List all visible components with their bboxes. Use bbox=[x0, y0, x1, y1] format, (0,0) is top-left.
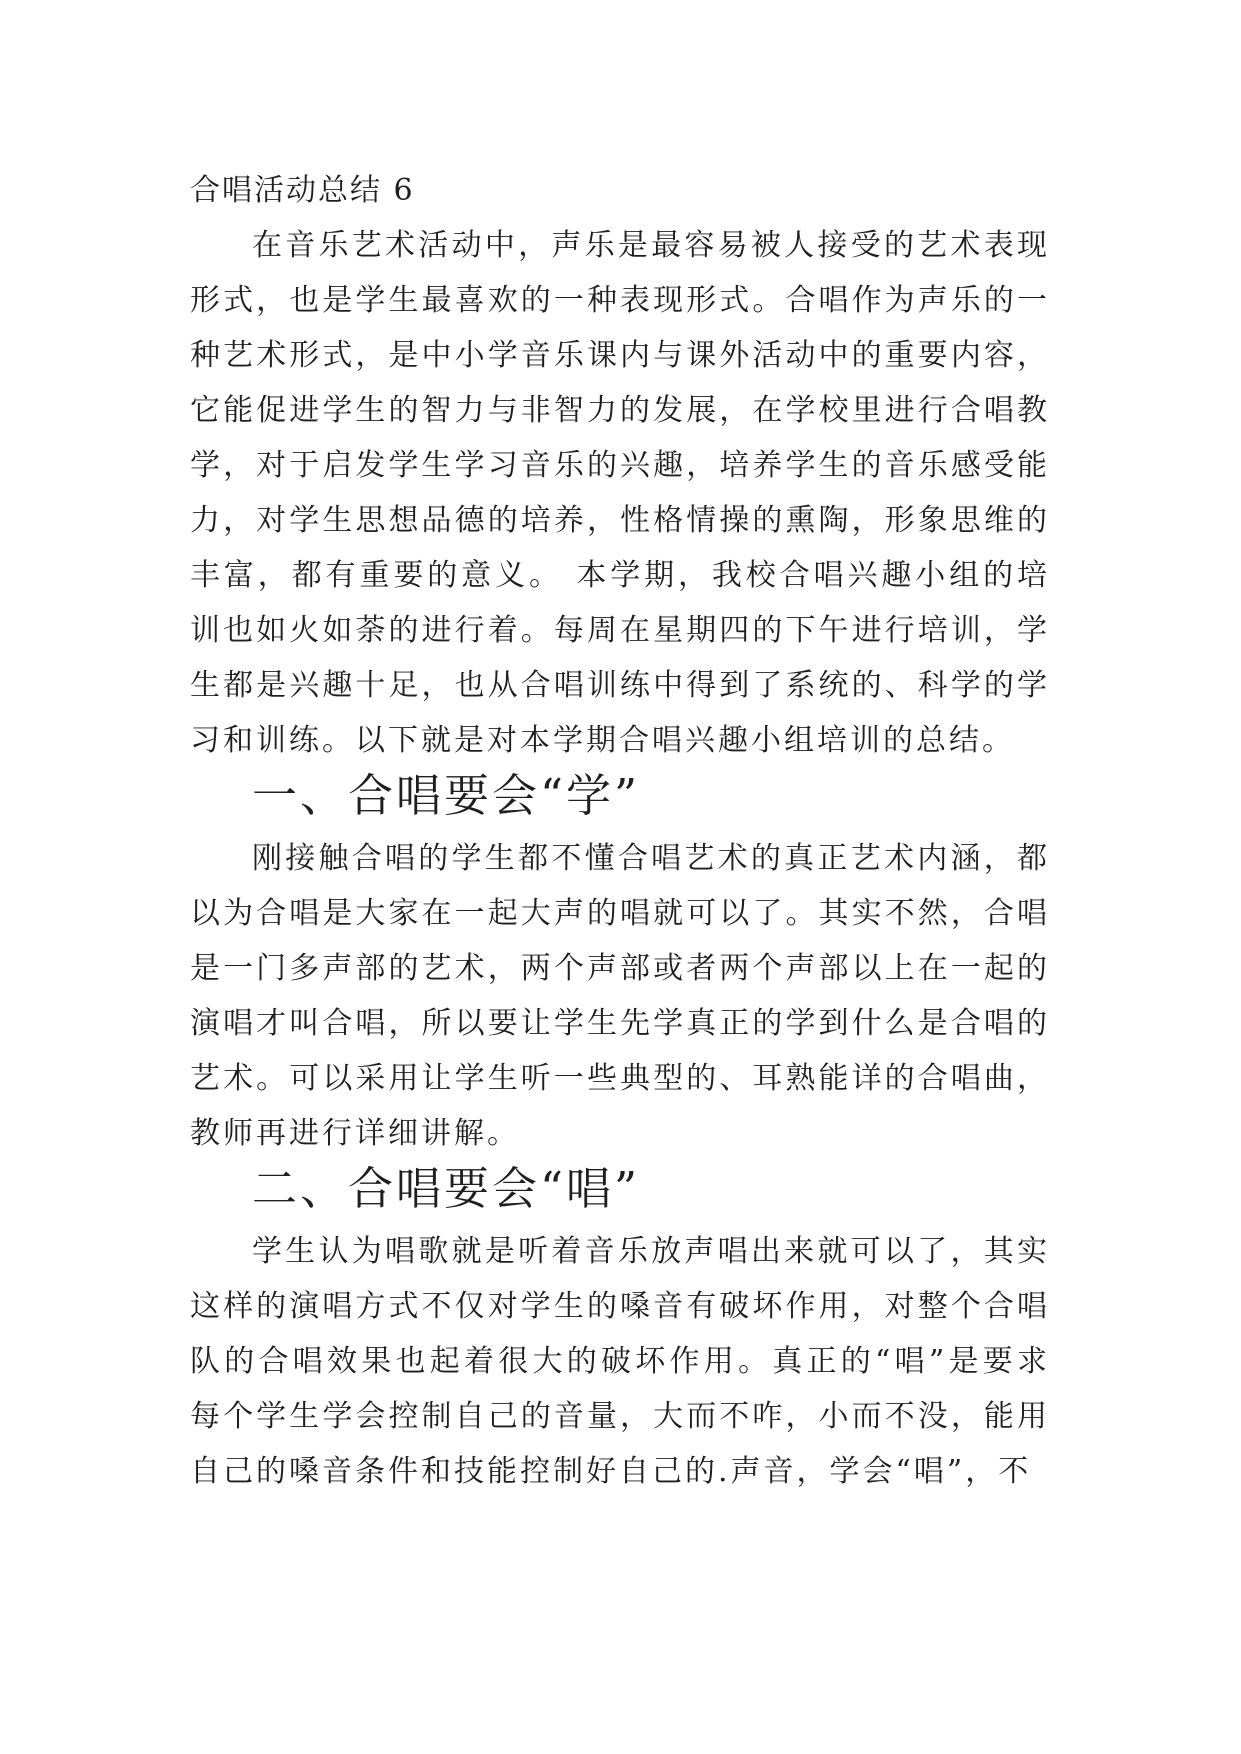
sing-paragraph: 学生认为唱歌就是听着音乐放声唱出来就可以了，其实这样的演唱方式不仅对学生的嗓音有破坏作用，对整个合唱队的合唱效果也起着很大的破坏作用。真正的“唱”是要求每个学生学会控制自己的音量，大而不咋，小而不没，能用自己的嗓音条件和技能控制好自己的.声音，学会“唱”，不 bbox=[190, 1234, 1050, 1489]
section-heading-learn: 一、合唱要会“学” bbox=[252, 769, 641, 822]
intro-paragraph: 在音乐艺术活动中，声乐是最容易被人接受的艺术表现形式，也是学生最喜欢的一种表现形式。合唱作为声乐的一种艺术形式，是中小学音乐课内与课外活动中的重要内容，它能促进学生的智力与非智力的发展，在学校里进行合唱教学，对于启发学生学习音乐的兴趣，培养学生的音乐感受能力，对学生思想品德的培养，性格情操的熏陶，形象思维的丰富，都有重要的意义。 本学期，我校合唱兴趣小组的培训也如火如荼的进行着。每周在星期四的下午进行培训，学生都是兴趣十足，也从合唱训练中得到了系统的、科学的学习和训练。以下就是对本学期合唱兴趣小组培训的总结。 bbox=[190, 228, 1050, 758]
section-heading-sing: 二、合唱要会“唱” bbox=[252, 1162, 641, 1215]
document-body bbox=[190, 163, 1050, 1499]
learn-paragraph: 刚接触合唱的学生都不懂合唱艺术的真正艺术内涵，都以为合唱是大家在一起大声的唱就可以了。其实不然，合唱是一门多声部的艺术，两个声部或者两个声部以上在一起的演唱才叫合唱，所以要让学生先学真正的学到什么是合唱的艺术。可以采用让学生听一些典型的、耳熟能详的合唱曲，教师再进行详细讲解。 bbox=[190, 841, 1050, 1151]
document-title: 合唱活动总结 6 bbox=[190, 173, 415, 208]
